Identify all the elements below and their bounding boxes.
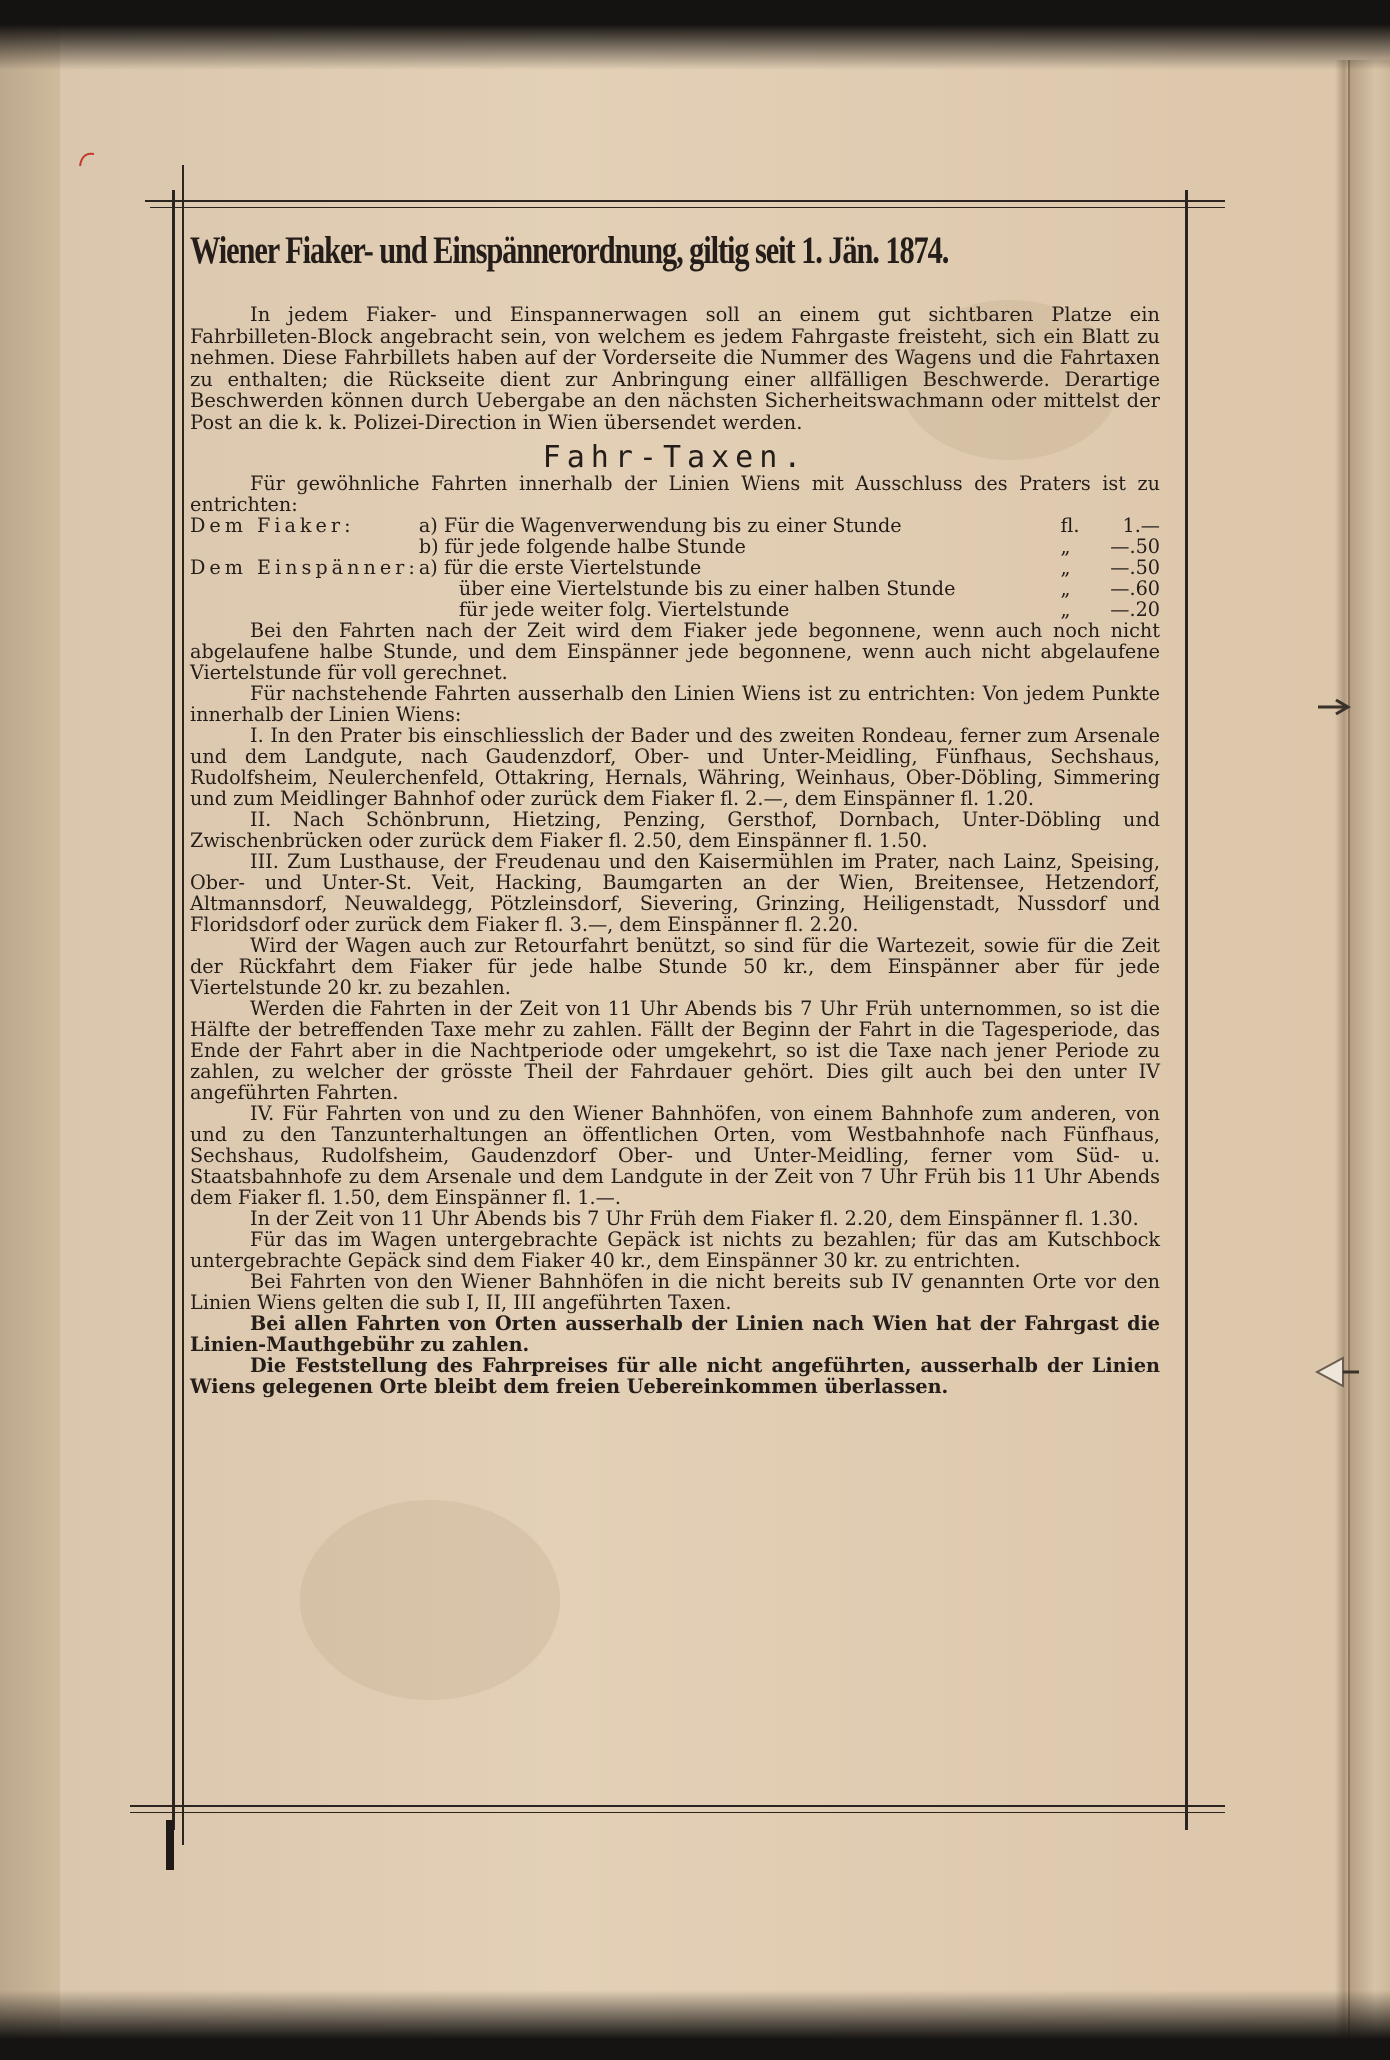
fare-item: b) für jede folgende halbe Stunde [418,535,746,558]
fare-amount: —.20 [1110,598,1160,621]
fare-item: für jede weiter folg. Viertelstunde [458,598,790,621]
fare-label [190,599,419,620]
fare-label [190,536,419,557]
paragraph: Für das im Wagen untergebrachte Gepäck ist nichts zu bezahlen; für das am Kutschbock untergebrachte Gepäck sind dem Fiaker 40 kr., dem Einspänner 30 kr. zu entrichten. [190,1228,1160,1272]
fare-amount: —.50 [1110,535,1160,558]
fare-row [190,578,1160,599]
fare-currency: fl. [1060,514,1080,537]
fare-currency: „ [1060,556,1071,579]
paragraph: Wird der Wagen auch zur Retourfahrt benützt, so sind für die Wartezeit, sowie für die Zeit der Rückfahrt dem Fiaker für jede halbe Stunde 50 kr., dem Einspänner aber für jede Viertelstunde 20 kr. zu bezahlen. [190,934,1160,999]
page-left-edge [0,0,60,2060]
paragraph: Werden die Fahrten in der Zeit von 11 Uhr Abends bis 7 Uhr Früh unternommen, so ist die Hälfte der betreffenden Taxe mehr zu zahlen. Fällt der Beginn der Fahrt in die Tagesperiode, das Ende der Fahrt aber in die Nachtperiode oder umgekehrt, so ist die Taxe nach jener Periode zu zahlen, zu welcher der grösste Theil der Fahrdauer gehört. Dies gilt auch bei den unter IV angeführten Fahrten. [190,997,1160,1104]
fares-intro: Für gewöhnliche Fahrten innerhalb der Linien Wiens mit Ausschluss des Praters ist zu entrichten: [190,472,1160,516]
intro-paragraph: In jedem Fiaker- und Einspannerwagen soll an einem gut sichtbaren Platze ein Fahrbilleten-Block angebracht sein, von welchem es jedem Fahrgaste freisteht, sich ein Blatt zu nehmen. Diese Fahrbillets haben auf der Vorderseite die Nummer des Wagens und die Fahrtaxen zu enthalten; die Rückseite dient zur Anbringung einer allfälligen Beschwerde. Derartige Beschwerden können durch Uebergabe an den nächsten Sicherheitswachmann oder mittelst der Post an die k. k. Polizei-Direction in Wien übersendet werden. [190,303,1160,434]
document-title: Wiener Fiaker- und Einspännerordnung, giltig seit 1. Jän. 1874. [190,229,949,272]
fare-item: über eine Viertelstunde bis zu einer halben Stunde [458,577,956,600]
fare-label [190,578,419,599]
document-body [190,228,1160,1808]
fare-amount: 1.— [1122,514,1160,537]
scan-bottom-shadow [0,1990,1390,2060]
fare-currency: „ [1060,535,1071,558]
fare-currency: „ [1060,598,1071,621]
paragraph: I. In den Prater bis einschliesslich der Bader und des zweiten Rondeau, ferner zum Arsenale und dem Landgute, nach Gaudenzdorf, Ober- und Unter-Meidling, Fünfhaus, Sechshaus, Rudolfsheim, Neulerchenfeld, Ottakring, Hernals, Währing, Weinhaus, Ober-Döbling, Simmering und zum Meidlinger Bahnhof oder zurück dem Fiaker fl. 2.—, dem Einspänner fl. 1.20. [190,724,1160,810]
scan-top-shadow [0,0,1390,70]
section-heading: Fahr-Taxen. [542,440,808,475]
paragraph: II. Nach Schönbrunn, Hietzing, Penzing, Gersthof, Dornbach, Unter-Döbling und Zwischenbrücken oder zurück dem Fiaker fl. 2.50, dem Einspänner fl. 1.50. [190,808,1160,852]
paragraph: Bei allen Fahrten von Orten ausserhalb der Linien nach Wien hat der Fahrgast die Linien-Mauthgebühr zu zahlen. [190,1312,1160,1356]
fare-row [190,536,1160,557]
paragraph: III. Zum Lusthause, der Freudenau und den Kaisermühlen im Prater, nach Lainz, Speising, Ober- und Unter-St. Veit, Hacking, Baumgarten an der Wien, Breitensee, Hetzendorf, Altmannsdorf, Neuwaldegg, Pötzleinsdorf, Sievering, Grinzing, Heiligenstadt, Nussdorf und Floridsdorf oder zurück dem Fiaker fl. 3.—, dem Einspänner fl. 2.20. [190,850,1160,936]
red-pencil-mark [78,150,98,170]
bottom-tick-mark [166,1820,174,1870]
facing-page-edge [1348,60,1390,2060]
fare-table [190,515,1160,620]
fare-amount: —.60 [1110,577,1160,600]
fare-row [190,515,1160,536]
fare-label: Dem Einspänner: [190,556,419,579]
closing-paragraph: Die Feststellung des Fahrpreises für alle nicht angeführten, ausserhalb der Linien Wiens gelegenen Orte bleibt dem freien Uebereinkommen überlassen. [190,1354,1160,1398]
bottom-rule-thin [130,1812,1225,1813]
binding-tab-icon [1315,1352,1361,1392]
fare-item: a) Für die Wagenverwendung bis zu einer Stunde [418,514,902,537]
fare-item: a) für die erste Viertelstunde [418,556,702,579]
fare-amount: —.50 [1110,556,1160,579]
paragraph: Für nachstehende Fahrten ausserhalb den Linien Wiens ist zu entrichten: Von jedem Punkte innerhalb der Linien Wiens: [190,682,1160,726]
fare-currency: „ [1060,577,1071,600]
binding-tab-icon [1318,698,1358,716]
fare-row [190,557,1160,578]
paragraph: Bei Fahrten von den Wiener Bahnhöfen in die nicht bereits sub IV genannten Orte vor den Linien Wiens gelten die sub I, II, III angeführten Taxen. [190,1270,1160,1314]
fare-row [190,599,1160,620]
paragraph: In der Zeit von 11 Uhr Abends bis 7 Uhr Früh dem Fiaker fl. 2.20, dem Einspänner fl. 1.30. [250,1207,1139,1230]
fare-label: Dem Fiaker: [190,514,355,537]
paragraph: Bei den Fahrten nach der Zeit wird dem Fiaker jede begonnene, wenn auch noch nicht abgelaufene halbe Stunde, und dem Einspänner jede begonnene, wenn auch nicht abgelaufene Viertelstunde für voll gerechnet. [190,619,1160,684]
paragraph: IV. Für Fahrten von und zu den Wiener Bahnhöfen, von einem Bahnhofe zum anderen, von und zu den Tanzunterhaltungen an öffentlichen Orten, vom Westbahnhofe nach Fünfhaus, Sechshaus, Rudolfsheim, Gaudenzdorf Ober- und Unter-Meidling, ferner vom Süd- u. Staatsbahnhofe zu dem Arsenale und dem Landgute in der Zeit von 7 Uhr Früh bis 11 Uhr Abends dem Fiaker fl. 1.50, dem Einspänner fl. 1.—. [190,1102,1160,1209]
